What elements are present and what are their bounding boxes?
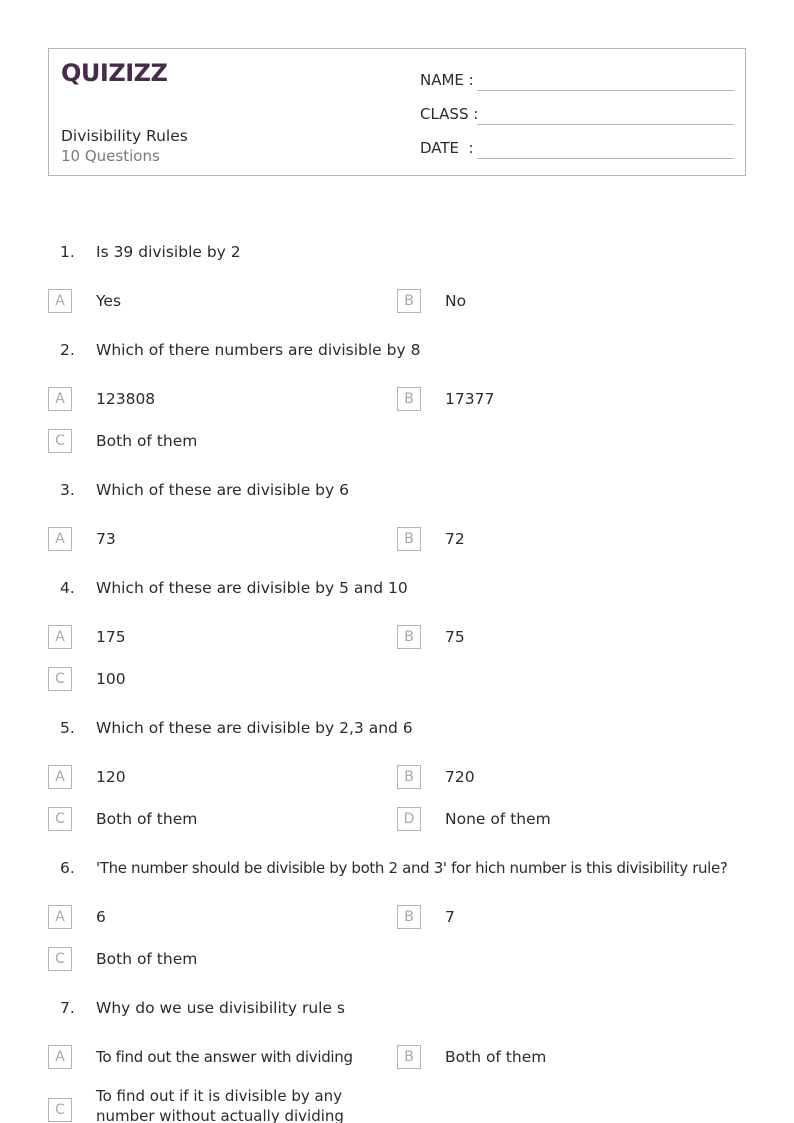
option-letter: B xyxy=(397,387,421,411)
date-label: DATE : xyxy=(420,139,474,157)
option-text: None of them xyxy=(445,810,551,828)
option-text: Both of them xyxy=(96,950,198,968)
option-2a[interactable] xyxy=(48,387,368,411)
worksheet-header xyxy=(48,48,746,176)
option-letter: C xyxy=(48,429,72,453)
option-letter: B xyxy=(397,289,421,313)
name-label: NAME : xyxy=(420,71,474,89)
option-text: 7 xyxy=(445,908,455,926)
option-letter: A xyxy=(48,1045,72,1069)
option-letter: A xyxy=(48,905,72,929)
class-field[interactable] xyxy=(420,101,734,125)
question-number: 3. xyxy=(60,481,75,499)
option-7a[interactable] xyxy=(48,1045,368,1069)
option-letter: B xyxy=(397,1045,421,1069)
option-1b[interactable] xyxy=(397,289,717,313)
worksheet-title: Divisibility Rules xyxy=(61,127,188,145)
option-letter: A xyxy=(48,625,72,649)
question-number: 6. xyxy=(60,859,75,877)
option-6b[interactable] xyxy=(397,905,717,929)
class-line[interactable] xyxy=(477,124,734,125)
option-text: Yes xyxy=(96,292,122,310)
question-number: 4. xyxy=(60,579,75,597)
option-5c[interactable] xyxy=(48,807,368,831)
option-3b[interactable] xyxy=(397,527,717,551)
option-letter: A xyxy=(48,527,72,551)
option-letter: C xyxy=(48,807,72,831)
option-text: 72 xyxy=(445,530,465,548)
question-count: 10 Questions xyxy=(61,147,160,165)
option-letter: B xyxy=(397,905,421,929)
option-letter: A xyxy=(48,289,72,313)
name-line[interactable] xyxy=(477,90,734,91)
option-3a[interactable] xyxy=(48,527,368,551)
option-letter: C xyxy=(48,1098,72,1122)
option-text: 120 xyxy=(96,768,126,786)
option-text: 720 xyxy=(445,768,475,786)
date-field[interactable] xyxy=(420,135,734,159)
option-text: 123808 xyxy=(96,390,156,408)
question-number: 2. xyxy=(60,341,75,359)
option-4c[interactable] xyxy=(48,667,368,691)
option-text: 100 xyxy=(96,670,126,688)
option-4b[interactable] xyxy=(397,625,717,649)
question-text: Which of these are divisible by 5 and 10 xyxy=(96,579,408,597)
date-line[interactable] xyxy=(477,158,734,159)
option-text: 175 xyxy=(96,628,126,646)
question-number: 5. xyxy=(60,719,75,737)
option-text: Both of them xyxy=(96,432,198,450)
option-text: To find out the answer with dividing xyxy=(96,1048,353,1066)
option-6a[interactable] xyxy=(48,905,368,929)
option-7c[interactable] xyxy=(48,1087,368,1123)
option-letter: A xyxy=(48,765,72,789)
name-field[interactable] xyxy=(420,67,734,91)
class-label: CLASS : xyxy=(420,105,479,123)
option-letter: D xyxy=(397,807,421,831)
question-text: Why do we use divisibility rule s xyxy=(96,999,345,1017)
question-number: 1. xyxy=(60,243,75,261)
option-5d[interactable] xyxy=(397,807,717,831)
question-text: Is 39 divisible by 2 xyxy=(96,243,241,261)
question-text: Which of these are divisible by 6 xyxy=(96,481,349,499)
option-5a[interactable] xyxy=(48,765,368,789)
option-letter: C xyxy=(48,667,72,691)
question-text: Which of these are divisible by 2,3 and 6 xyxy=(96,719,413,737)
option-text: Both of them xyxy=(96,810,198,828)
option-6c[interactable] xyxy=(48,947,368,971)
question-number: 7. xyxy=(60,999,75,1017)
option-letter: A xyxy=(48,387,72,411)
option-letter: B xyxy=(397,625,421,649)
question-text: Which of there numbers are divisible by 8 xyxy=(96,341,421,359)
option-text: No xyxy=(445,292,467,310)
option-text: 75 xyxy=(445,628,465,646)
option-7b[interactable] xyxy=(397,1045,717,1069)
option-letter: B xyxy=(397,765,421,789)
option-letter: B xyxy=(397,527,421,551)
option-text: 6 xyxy=(96,908,106,926)
option-2b[interactable] xyxy=(397,387,717,411)
option-text: 17377 xyxy=(445,390,495,408)
option-4a[interactable] xyxy=(48,625,368,649)
option-1a[interactable] xyxy=(48,289,368,313)
option-text: 73 xyxy=(96,530,116,548)
option-2c[interactable] xyxy=(48,429,368,453)
quizizz-logo: QUIZIZZ xyxy=(61,59,168,87)
option-text: Both of them xyxy=(445,1048,547,1066)
option-5b[interactable] xyxy=(397,765,717,789)
question-text: 'The number should be divisible by both 2 and 3' for hich number is this divisibility rule? xyxy=(96,859,728,877)
option-letter: C xyxy=(48,947,72,971)
option-text: To find out if it is divisible by any number without actually dividing xyxy=(96,1087,344,1123)
